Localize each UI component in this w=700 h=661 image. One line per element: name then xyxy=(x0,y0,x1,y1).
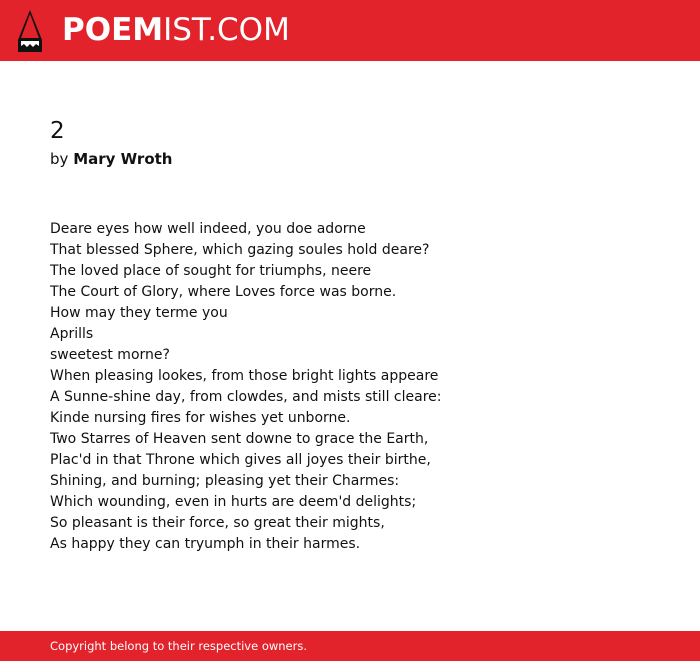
poem-title: 2 xyxy=(50,118,65,144)
poem-line: sweetest morne? xyxy=(50,347,170,363)
copyright-text: Copyright belong to their respective owners. xyxy=(50,639,308,653)
poem-line: That blessed Sphere, which gazing soules hold deare? xyxy=(50,242,430,258)
poem-line: Deare eyes how well indeed, you doe adorne xyxy=(50,221,366,237)
poem-line: Shining, and burning; pleasing yet their Charmes: xyxy=(50,473,400,489)
poem-line: Two Starres of Heaven sent downe to grace the Earth, xyxy=(50,431,429,447)
author-name: Mary Wroth xyxy=(73,150,173,168)
site-header xyxy=(0,0,700,61)
poem-line: As happy they can tryumph in their harmes. xyxy=(50,536,361,552)
poem-line: Kinde nursing fires for wishes yet unborne. xyxy=(50,410,351,426)
brand-light: IST.COM xyxy=(163,12,290,48)
site-footer xyxy=(0,631,700,661)
poem-body xyxy=(50,219,670,555)
brand-bold: POEM xyxy=(62,12,164,48)
poem-line: How may they terme you xyxy=(50,305,228,321)
poem-line: The loved place of sought for triumphs, neere xyxy=(50,263,372,279)
poem-line: So pleasant is their force, so great their mights, xyxy=(50,515,385,531)
poem-line: A Sunne-shine day, from clowdes, and mists still cleare: xyxy=(50,389,442,405)
poem-line: Plac'd in that Throne which gives all joyes their birthe, xyxy=(50,452,431,468)
poem-line: Aprills xyxy=(50,326,94,342)
pencil-icon[interactable] xyxy=(18,10,42,52)
poem-line: Which wounding, even in hurts are deem'd delights; xyxy=(50,494,417,510)
poem-line: When pleasing lookes, from those bright lights appeare xyxy=(50,368,439,384)
poem-line: The Court of Glory, where Loves force was borne. xyxy=(50,284,397,300)
byline xyxy=(50,149,172,169)
site-logo[interactable] xyxy=(62,11,290,49)
by-label: by xyxy=(50,150,69,168)
